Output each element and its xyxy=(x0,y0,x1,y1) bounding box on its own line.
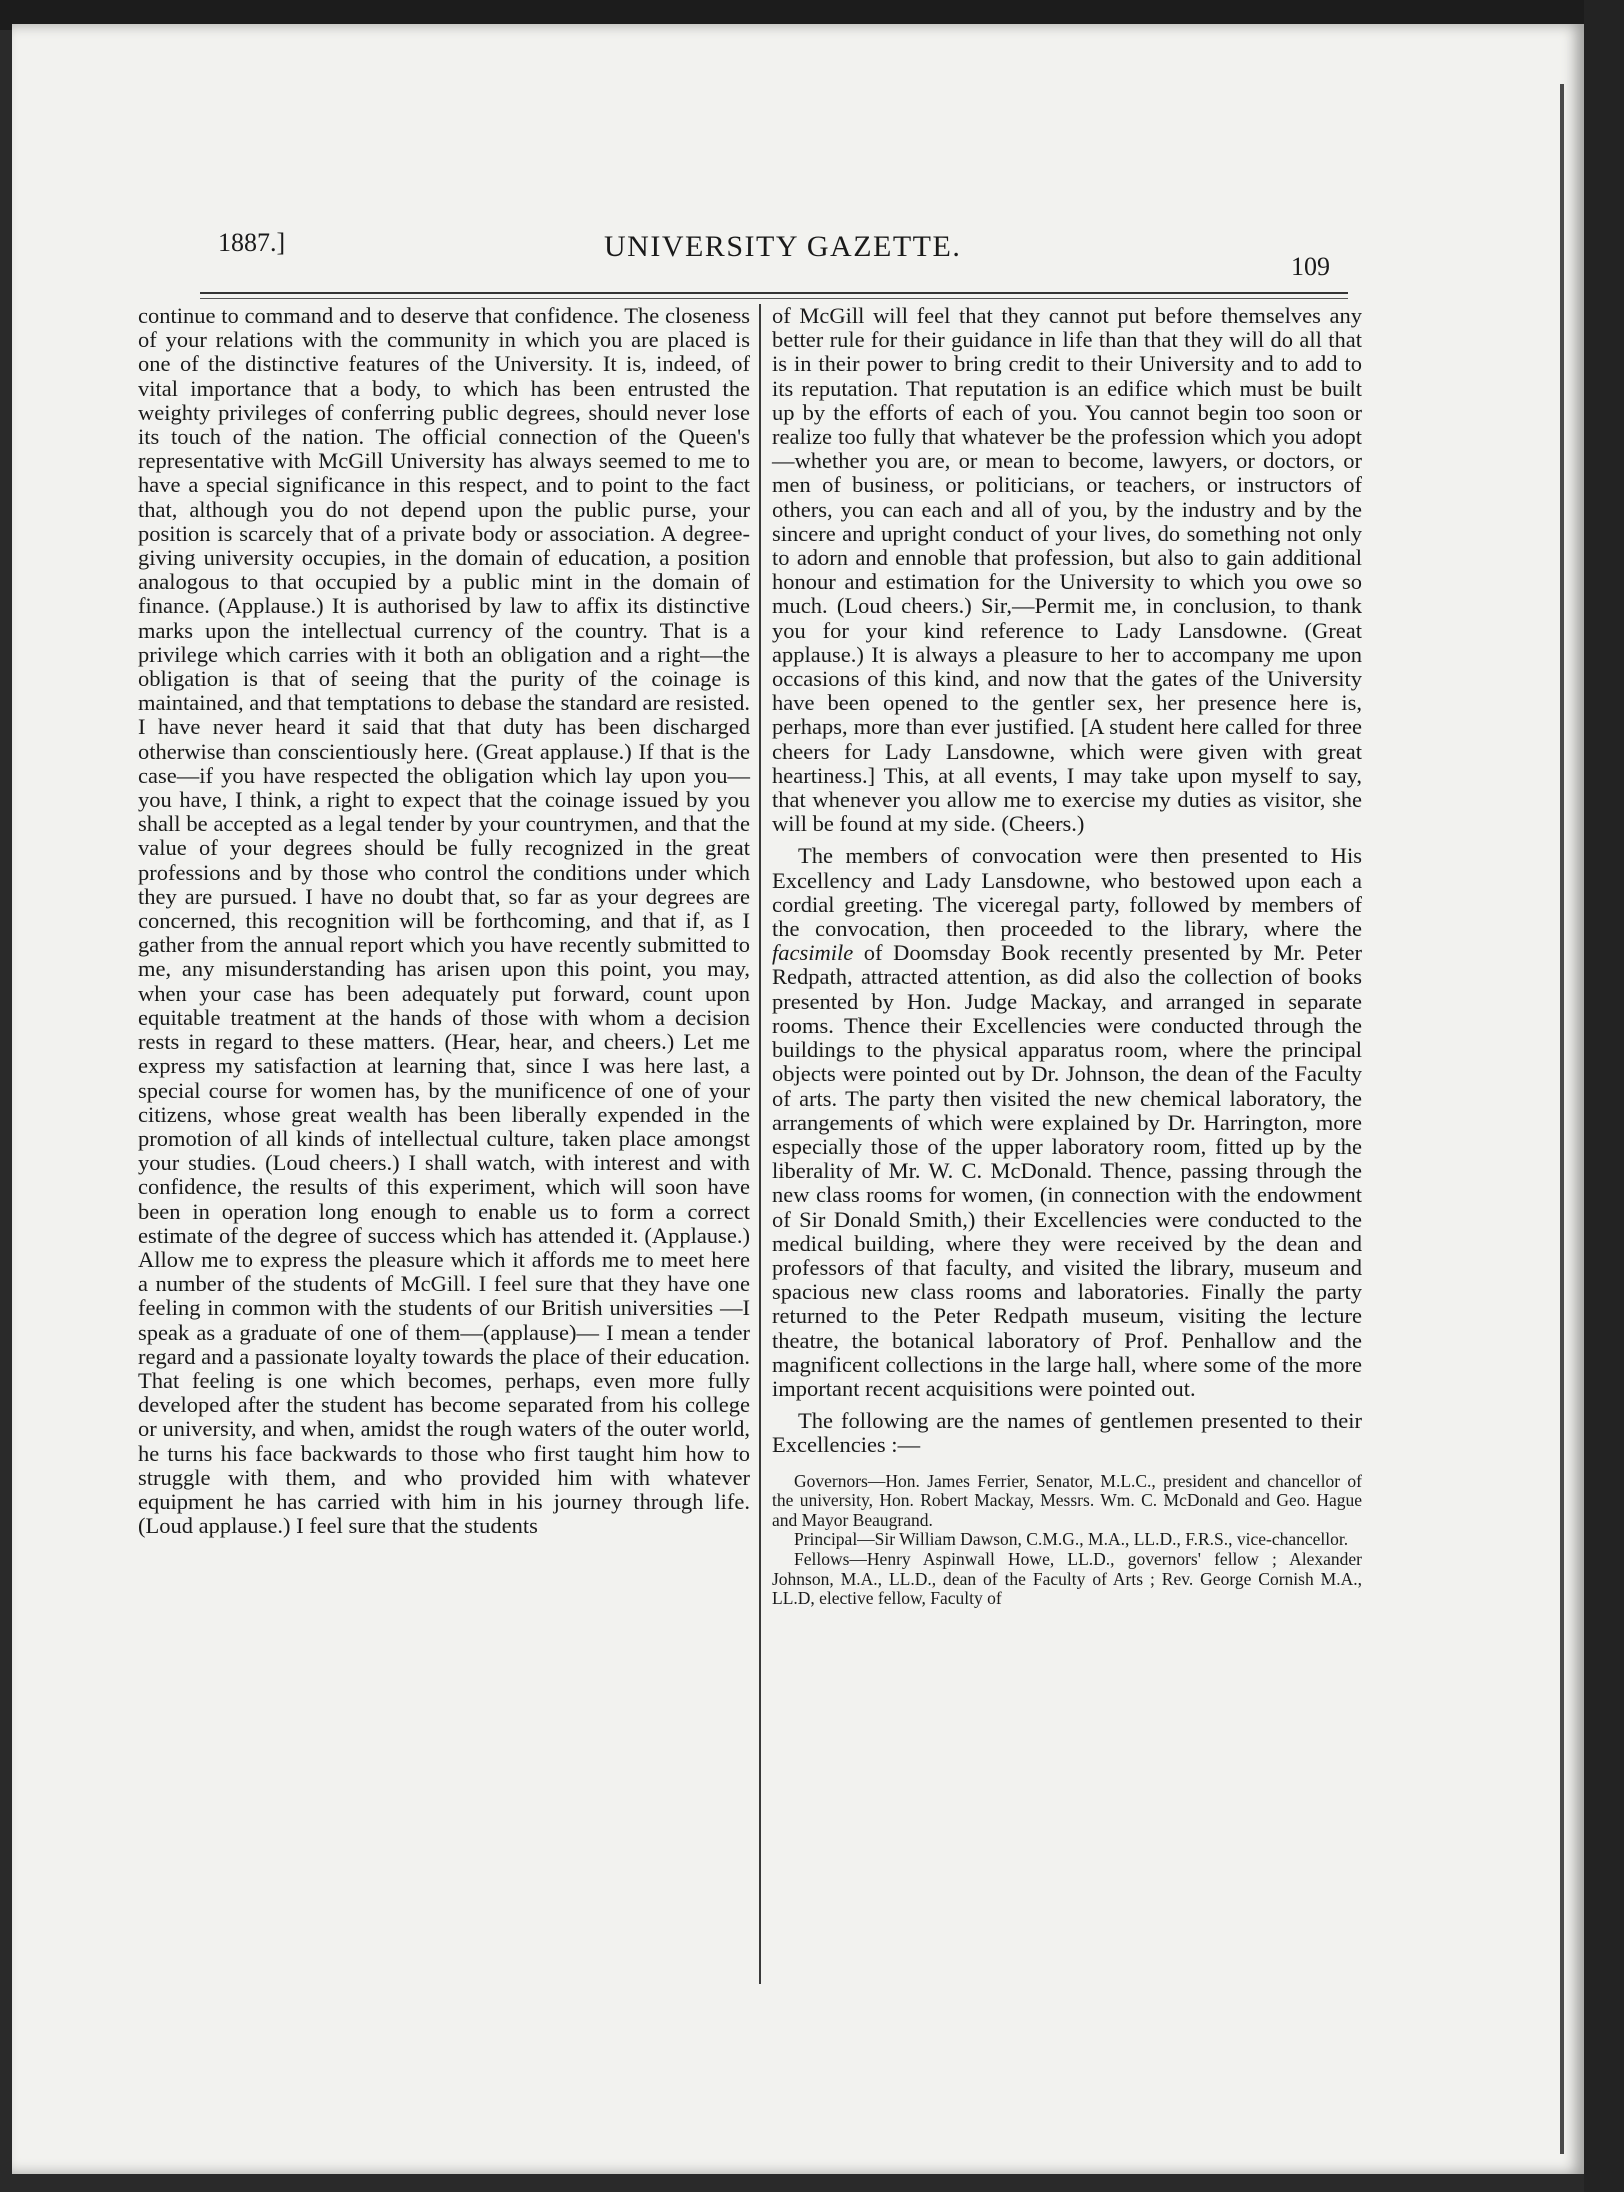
scan-border-right xyxy=(1584,0,1624,2192)
list-principal: Principal—Sir William Dawson, C.M.G., M.A., LL.D., F.R.S., vice-chancellor. xyxy=(794,1529,1349,1550)
left-column-paragraph: continue to command and to deserve that confidence. The closeness of your relations with the community in which you are placed is one of the distinctive features of the University. It is, indeed, of vital importance that a body, to which has been entrusted the weighty privileges of conferring public degrees, should never lose its touch of the nation. The official connection of the Queen's representative with McGill University has always seemed to me to have a special significance in this respect, and to point to the fact that, although you do not depend upon the public purse, your position is scarcely that of a private body or association. A degree-giving university occupies, in the domain of education, a position analogous to that occupied by a public mint in the domain of finance. (Applause.) It is authorised by law to affix its distinctive marks upon the intellectual currency of the country. That is a privilege which carries with it both an obligation and a right—the obligation is that of seeing that the purity of the coinage is maintained, and that temptations to debase the standard are resisted. I have never heard it said that that duty has been discharged otherwise than conscientiously here. (Great applause.) If that is the case—if you have respected the obligation which lay upon you—you have, I think, a right to expect that the coinage issued by you shall be accepted as a legal tender by your countrymen, and that the value of your degrees should be fully recognized in the great professions and by those who control the conditions under which they are pursued. I have no doubt that, so far as your degrees are concerned, this recognition will be forthcoming, and that if, as I gather from the annual report which you have recently submitted to me, any misunderstanding has arisen upon this point, you may, when your case has been adequately put forward, count upon equitable treatment at the hands of those with whom a decision rests in regard to these matters. (Hear, hear, and cheers.) Let me express my satisfaction at learning that, since I was here last, a special course for women has, by the munificence of one of your citizens, whose great wealth has been liberally expended in the promotion of all kinds of intellectual culture, taken place amongst your studies. (Loud cheers.) I shall watch, with interest and with confidence, the results of this experiment, which will soon have been in operation long enough to enable us to form a correct estimate of the degree of success which has attended it. (Applause.) Allow me to express the pleasure which it affords me to meet here a number of the students of McGill. I feel sure that they have one feeling in common with the students of our British universities —I speak as a graduate of one of them—(applause)— I mean a tender regard and a passionate loyalty towards the place of their education. That feeling is one which becomes, perhaps, even more fully developed after the student has become separated from his college or university, and when, amidst the rough waters of the outer world, he turns his face backwards to those who first taught him how to struggle with them, and who provided him with whatever equipment he has carried with him in his journey through life. (Loud applause.) I feel sure that the students xyxy=(138,303,750,1539)
presented-names-list xyxy=(772,1472,1362,1609)
column-rule xyxy=(759,304,761,1984)
left-column xyxy=(138,304,750,1964)
page-number: 109 xyxy=(1291,252,1330,281)
header-rule-thin xyxy=(200,298,1348,299)
right-paragraph-2-part-2: of Doomsday Book recently presented by Mr. Peter Redpath, attracted attention, as did also the collection of books presented by Hon. Judge Mackay, and arranged in separate rooms. Thence their Excellencies were conducted through the buildings to the physical apparatus room, where the principal objects were pointed out by Dr. Johnson, the dean of the Faculty of arts. The party then visited the new chemical laboratory, the arrangements of which were explained by Dr. Harrington, more especially those of the upper laboratory room, fitted up by the liberality of Mr. W. C. McDonald. Thence, passing through the new class rooms for women, (in connection with the endowment of Sir Donald Smith,) their Excellencies were conducted to the medical building, where they were received by the dean and professors of that faculty, and visited the library, museum and spacious new class rooms and laboratories. Finally the party returned to the Peter Redpath museum, visiting the lecture theatre, the botanical laboratory of Prof. Penhallow and the magnificent collections in the large hall, where some of the more important recent acquisitions were pointed out. xyxy=(772,940,1362,1401)
right-paragraph-1: of McGill will feel that they cannot put before themselves any better rule for their guidance in life than that they will do all that is in their power to bring credit to their University and to add to its reputation. That reputation is an edifice which must be built up by the efforts of each of you. You cannot begin too soon or realize too fully that whatever be the profession which you adopt—whether you are, or mean to become, lawyers, or doctors, or men of business, or politicians, or teachers, or instructors of others, you can each and all of you, by the industry and by the sincere and upright conduct of your lives, do something not only to adorn and ennoble that profession, but also to gain additional honour and estimation for the University to which you owe so much. (Loud cheers.) Sir,—Permit me, in conclusion, to thank you for your kind reference to Lady Lansdowne. (Great applause.) It is always a pleasure to her to accompany me upon occasions of this kind, and now that the gates of the University have been opened to the gentler sex, her presence here is, perhaps, more than ever justified. [A student here called for three cheers for Lady Lansdowne, which were given with great heartiness.] This, at all events, I may take upon myself to say, that whenever you allow me to exercise my duties as visitor, she will be found at my side. (Cheers.) xyxy=(772,303,1362,837)
header-title: UNIVERSITY GAZETTE. xyxy=(604,230,962,263)
right-paragraph-2 xyxy=(772,844,1362,1401)
list-fellows: Fellows—Henry Aspinwall Howe, LL.D., governors' fellow ; Alexander Johnson, M.A., LL.D., dean of the Faculty of Arts ; Rev. George Cornish M.A., LL.D, elective fellow, Faculty of xyxy=(772,1548,1362,1609)
facsimile-italic: facsimile xyxy=(772,940,854,966)
header-rule xyxy=(200,292,1348,294)
right-paragraph-2-part-1: The members of convocation were then presented to His Excellency and Lady Lansdowne, who bestowed upon each a cordial greeting. The viceregal party, followed by members of the convocation, then proceeded to the library, where the xyxy=(772,843,1362,942)
right-column xyxy=(772,304,1362,2004)
page-binding-edge xyxy=(1560,84,1564,2154)
right-paragraph-3: The following are the names of gentlemen presented to their Excellencies :— xyxy=(772,1408,1362,1458)
running-header xyxy=(218,220,1330,280)
header-year: 1887.] xyxy=(218,228,286,257)
list-governors: Governors—Hon. James Ferrier, Senator, M.L.C., president and chancellor of the university, Hon. Robert Mackay, Messrs. Wm. C. McDonald and Geo. Hague and Mayor Beaugrand. xyxy=(772,1470,1362,1530)
